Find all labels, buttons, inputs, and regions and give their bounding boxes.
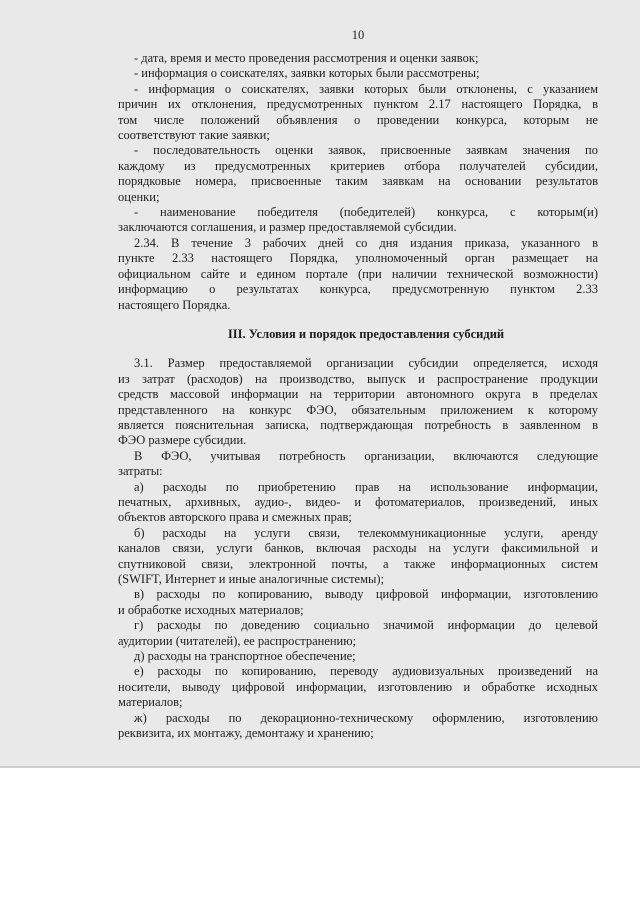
text-line: - последовательность оценки заявок, присвоенные заявкам значения по: [134, 143, 598, 158]
text-block-bottom: [118, 356, 598, 741]
text-line: - информация о соискателях, заявки которых были отклонены, с указанием: [134, 81, 598, 96]
text-line: ж) расходы по декорационно-техническому оформлению, изготовлению: [134, 710, 598, 725]
text-line: (SWIFT, Интернет и иные аналогичные системы);: [118, 572, 385, 586]
text-line: б) расходы на услуги связи, телекоммуникационные услуги, аренду: [134, 525, 598, 540]
text-line: настоящего Порядка.: [118, 297, 231, 312]
text-line: представленного на конкурс ФЭО, обязательным приложением к которому: [118, 402, 598, 417]
scan-edge-divider: [0, 766, 640, 768]
text-line: в) расходы по копированию, выводу цифровой информации, изготовлению: [134, 587, 598, 602]
text-line: оценки;: [118, 189, 160, 204]
text-line: каналов связи, услуги банков, включая расходы на услуги факсимильной и: [118, 541, 598, 556]
text-line: - информация о соискателях, заявки которых были рассмотрены;: [134, 66, 480, 81]
text-line: заключаются соглашения, и размер предоставляемой субсидии.: [118, 220, 457, 235]
text-line: причин их отклонения, предусмотренных пунктом 2.17 настоящего Порядка, в: [118, 97, 598, 112]
page-number: 10: [351, 28, 365, 42]
text-line: 2.34. В течение 3 рабочих дней со дня издания приказа, указанного в: [134, 235, 598, 250]
text-line: средств массовой информации на территории автономного округа в пределах: [118, 387, 598, 402]
text-line: объектов авторского права и смежных прав;: [118, 510, 352, 525]
text-line: а) расходы по приобретению прав на использование информации,: [134, 479, 598, 494]
text-line: соответствуют такие заявки;: [118, 128, 270, 143]
text-line: В ФЭО, учитывая потребность организации, включаются следующие: [134, 448, 598, 463]
text-line: - дата, время и место проведения рассмотрения и оценки заявок;: [134, 51, 479, 65]
text-line: 3.1. Размер предоставляемой организации субсидии определяется, исходя: [134, 356, 598, 371]
text-line: том числе положений объявления о проведении конкурса, которым не: [118, 112, 598, 127]
text-line: материалов;: [118, 695, 183, 710]
text-line: е) расходы по копированию, переводу аудиовизуальных произведений на: [134, 664, 598, 679]
text-line: печатных, архивных, аудио-, видео- и фотоматериалов, произведений, иных: [118, 494, 598, 509]
text-line: носители, выводу цифровой информации, изготовлению и обработке исходных: [118, 679, 598, 694]
text-line: реквизита, их монтажу, демонтажу и хранению;: [118, 726, 374, 741]
text-line: д) расходы на транспортное обеспечение;: [134, 649, 356, 664]
text-line: спутниковой связи, электронной почты, а также информационных систем: [118, 556, 598, 571]
text-line: - наименование победителя (победителей) конкурса, с которым(и): [134, 205, 598, 220]
text-line: пункте 2.33 настоящего Порядка, уполномоченный орган размещает на: [118, 251, 598, 266]
text-line: ФЭО размере субсидии.: [118, 433, 247, 448]
text-line: из затрат (расходов) на производство, выпуск и распространение продукции: [118, 371, 598, 386]
text-line: является пояснительная записка, подтверждающая потребность в заявленном в: [118, 417, 598, 432]
text-line: каждому из предусмотренных критериев отбора получателей субсидии,: [118, 158, 598, 173]
section-heading: III. Условия и порядок предоставления субсидий: [227, 326, 505, 341]
text-line: официальном сайте и едином портале (при наличии технической возможности): [118, 266, 598, 281]
text-line: и обработке исходных материалов;: [118, 602, 304, 617]
text-line: информацию о результатах конкурса, предусмотренную пунктом 2.33: [118, 282, 598, 297]
document-body: [118, 28, 598, 741]
text-line: порядковые номера, присвоенные таким заявкам на основании результатов: [118, 174, 598, 189]
text-line: г) расходы по доведению социально значимой информации до целевой: [134, 618, 598, 633]
text-line: аудитории (читателей), ее распространению;: [118, 633, 357, 648]
text-line: затраты:: [118, 464, 163, 479]
text-block-top: [118, 51, 598, 313]
